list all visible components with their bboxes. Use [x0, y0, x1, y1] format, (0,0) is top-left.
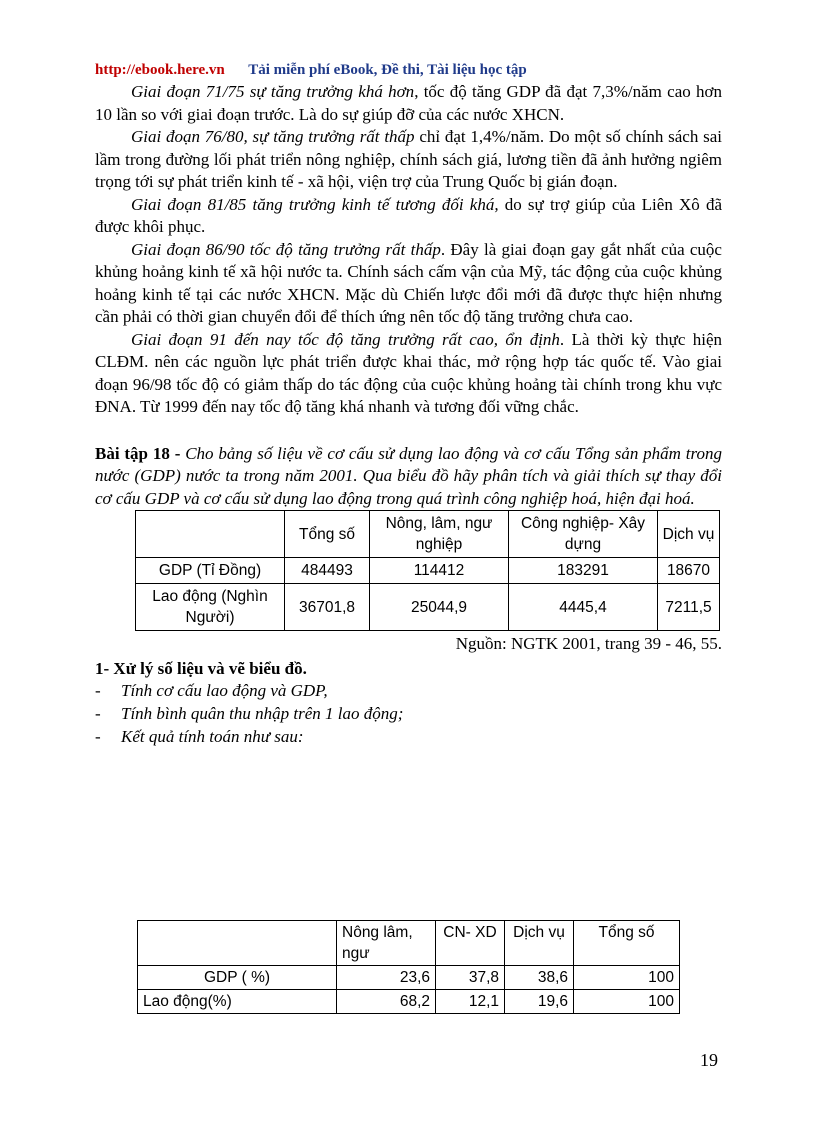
paragraph-text: . Đây là giai đoạn gay gắt nhất của cuộc khủng hoảng kinh tế xã hội nước ta. Chính sách cấm vận của Mỹ, tác động của cuộc khủng hoảng kinh tế tại các nước XHCN. Mặc dù Chiến lược đổi mới đã được thực hiện nhưng cần phải có thời gian chuyển đổi để thích ứng nên tốc độ tăng trưởng chưa cao.: [95, 239, 722, 326]
table-header-cell: Công nghiệp- Xây dựng: [509, 511, 658, 558]
paragraph: [95, 194, 722, 239]
table-cell: GDP ( %): [138, 966, 337, 990]
table-row: [136, 558, 720, 584]
paragraph-lead: Giai đoạn 86/90 tốc độ tăng trưởng rất thấp: [131, 239, 441, 259]
table-cell: 100: [574, 990, 680, 1014]
paragraph-text: , tốc độ tăng GDP đã đạt 7,3%/năm cao hơn 10 lần so với giai đoạn trước. Là do sự giúp đỡ của các nước XHCN.: [95, 82, 722, 124]
table-cell: 18670: [658, 558, 720, 584]
table-row: [138, 990, 680, 1014]
table-cell: 12,1: [436, 990, 505, 1014]
bullet-marker: -: [95, 681, 101, 700]
table-cell: 484493: [285, 558, 370, 584]
table-cell: 23,6: [337, 966, 436, 990]
table-header-row: [136, 511, 720, 558]
paragraph: [95, 81, 722, 126]
paragraph: [95, 239, 722, 329]
table-header-cell: Nông, lâm, ngư nghiệp: [370, 511, 509, 558]
list-item: - Tính cơ cấu lao động và GDP,: [95, 681, 328, 700]
header-link[interactable]: http://ebook.here.vn: [95, 62, 225, 78]
paragraph-lead: Giai đoạn 81/85 tăng trưởng kinh tế tương đối khá,: [131, 194, 499, 214]
table-cell: 37,8: [436, 966, 505, 990]
table-header-cell: Nông lâm, ngư: [337, 921, 436, 966]
table-header-cell: Dịch vụ: [658, 511, 720, 558]
table-header-cell: [138, 921, 337, 966]
table-header-row: [138, 921, 680, 966]
bullet-marker: -: [95, 727, 101, 746]
table-cell: 114412: [370, 558, 509, 584]
table-cell: 38,6: [505, 966, 574, 990]
table-header-cell: Tổng số: [574, 921, 680, 966]
header-slogan: Tải miễn phí eBook, Đề thi, Tài liệu học tập: [248, 62, 527, 78]
paragraph: [95, 329, 722, 419]
table-row: [136, 584, 720, 631]
paragraph-lead: Giai đoạn 76/80, sự tăng trưởng rất thấp: [131, 127, 415, 146]
table-cell: GDP (Tỉ Đồng): [136, 558, 285, 584]
page-content: [95, 62, 722, 748]
table-header-cell: Dịch vụ: [505, 921, 574, 966]
source-note: Nguồn: NGTK 2001, trang 39 - 46, 55.: [455, 634, 722, 653]
page-number: 19: [700, 1050, 718, 1070]
exercise-heading: [95, 443, 722, 511]
exercise-title: Bài tập 18 -: [95, 443, 181, 463]
bullet-marker: -: [95, 704, 101, 723]
table-header-cell: [136, 511, 285, 558]
list-item: - Kết quả tính toán như sau:: [95, 727, 304, 746]
exercise-prompt: Cho bảng số liệu về cơ cấu sử dụng lao động và cơ cấu Tổng sản phẩm trong nước (GDP) nước ta trong năm 2001. Qua biểu đồ hãy phân tích và giải thích sự thay đổi cơ cấu GDP và cơ cấu sử dụng lao động trong quá trình công nghiệp hoá, hiện đại hoá.: [95, 443, 723, 508]
table-cell: Lao động(%): [138, 990, 337, 1014]
page-header: [95, 62, 722, 79]
table-cell: 36701,8: [285, 584, 370, 631]
list-item: - Tính bình quân thu nhập trên 1 lao động;: [95, 704, 404, 723]
table-cell: 25044,9: [370, 584, 509, 631]
table-cell: 7211,5: [658, 584, 720, 631]
table-cell: 100: [574, 966, 680, 990]
table-cell: Lao động (Nghìn Người): [136, 584, 285, 631]
table-header-cell: Tổng số: [285, 511, 370, 558]
table-cell: 4445,4: [509, 584, 658, 631]
paragraph: [95, 126, 722, 194]
data-table: [135, 510, 720, 631]
bullet-list: [95, 679, 722, 748]
paragraph-text: . Là thời kỳ thực hiện CLĐM. nên các nguồn lực phát triển được khai thác, mở rộng hợp tác quốc tế. Vào giai đoạn 96/98 tốc độ có giảm thấp do tác động của cuộc khủng hoảng tài chính trong khu vực ĐNA. Từ 1999 đến nay tốc độ tăng khá nhanh và tương đối vững chắc.: [95, 329, 722, 416]
section-title: 1- Xử lý số liệu và vẽ biểu đồ.: [95, 659, 307, 678]
result-table: [137, 920, 680, 1014]
table-cell: 19,6: [505, 990, 574, 1014]
table-cell: 183291: [509, 558, 658, 584]
paragraph-lead: Giai đoạn 91 đến nay tốc độ tăng trưởng rất cao, ổn định: [131, 329, 560, 349]
table-cell: 68,2: [337, 990, 436, 1014]
paragraph-text: chỉ đạt 1,4%/năm. Do một số chính sách sai lầm trong đường lối phát triển nông nghiệp, chính sách giá, lương tiền đã ảnh hưởng ngiêm trọng tới sự phát triển kinh tế - xã hội, viện trợ của Trung Quốc bị gián đoạn.: [95, 127, 722, 191]
table-row: [138, 966, 680, 990]
paragraph-lead: Giai đoạn 71/75 sự tăng trưởng khá hơn: [131, 82, 415, 101]
paragraph-text: do sự trợ giúp của Liên Xô đã được khôi phục.: [95, 194, 722, 236]
table-header-cell: CN- XD: [436, 921, 505, 966]
